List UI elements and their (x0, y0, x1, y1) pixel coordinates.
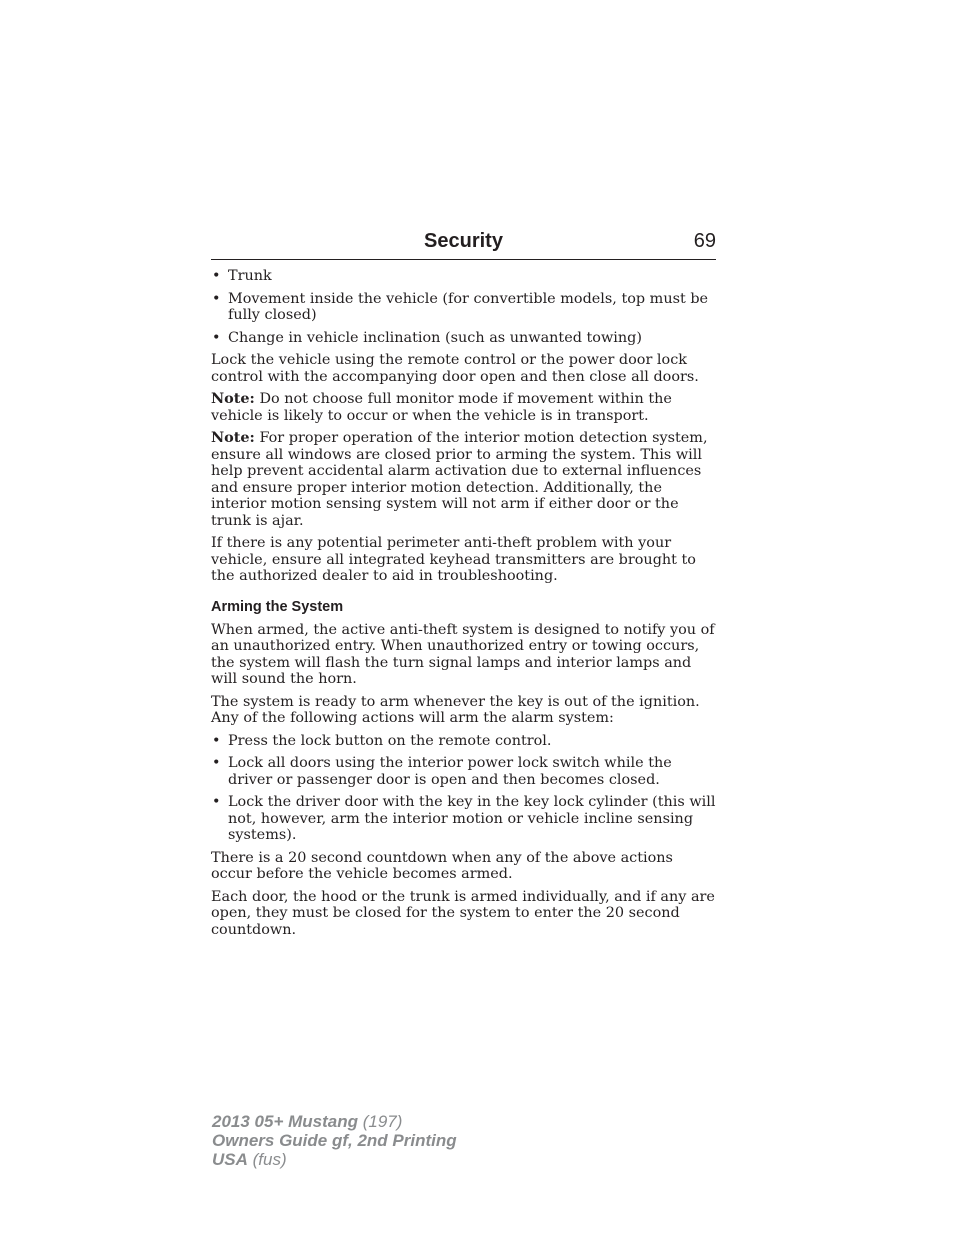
list-item: • Lock the driver door with the key in the key lock cylinder (this will not, however, arm the interior motion or vehicle incline sensing systems). (212, 794, 716, 843)
paragraph: Lock the vehicle using the remote control or the power door lock control with the accompanying door open and then close all doors. (211, 352, 699, 385)
list-item: • Movement inside the vehicle (for convertible models, top must be fully closed) (212, 290, 709, 323)
page-content (211, 268, 717, 944)
footer-line-model: 2013 05+ Mustang (197) (212, 1112, 403, 1131)
page-header (211, 229, 716, 260)
bullet-icon: • (212, 794, 221, 810)
list-item: • Trunk (212, 268, 272, 284)
bullet-icon: • (212, 268, 221, 284)
list-item: • Change in vehicle inclination (such as unwanted towing) (212, 329, 642, 346)
list-item: • Lock all doors using the interior power lock switch while the driver or passenger door is open and then becomes closed. (212, 755, 672, 788)
list-item: • Press the lock button on the remote control. (212, 732, 552, 749)
page-number: 69 (693, 230, 716, 252)
bullet-icon: • (212, 290, 221, 307)
section-heading: Arming the System (211, 598, 344, 615)
page-title: Security (424, 230, 503, 252)
bullet-list-arming (211, 733, 717, 844)
paragraph: When armed, the active anti-theft system is designed to notify you of an unauthorized entry. When unauthorized entry or towing occurs, the system will flash the turn signal lamps and interior lamps and will sound the horn. (211, 621, 715, 687)
paragraph: There is a 20 second countdown when any of the above actions occur before the vehicle becomes armed. (211, 849, 673, 882)
paragraph: The system is ready to arm whenever the key is out of the ignition. Any of the following actions will arm the alarm system: (211, 693, 700, 726)
bullet-icon: • (212, 329, 221, 346)
bullet-icon: • (212, 732, 221, 749)
footer-line-region: USA (fus) (212, 1150, 287, 1169)
paragraph: If there is any potential perimeter anti-theft problem with your vehicle, ensure all integrated keyhead transmitters are brought to the authorized dealer to aid in troubleshooting. (211, 535, 696, 584)
bullet-icon: • (212, 755, 221, 771)
note-label: Note: (211, 390, 255, 407)
note-paragraph: Note: Do not choose full monitor mode if movement within the vehicle is likely to occur or when the vehicle is in transport. (211, 390, 672, 424)
page-footer (212, 1112, 457, 1169)
note-paragraph: Note: For proper operation of the interior motion detection system, ensure all windows are closed prior to arming the system. This will help prevent accidental alarm activation due to external influences and ensure proper interior motion detection. Additionally, the interior motion sensing system will not arm if either door or the trunk is ajar. (211, 429, 708, 529)
bullet-list-triggers (211, 268, 717, 346)
paragraph: Each door, the hood or the trunk is armed individually, and if any are open, they must be closed for the system to enter the 20 second countdown. (211, 888, 715, 938)
footer-line-guide: Owners Guide gf, 2nd Printing (212, 1131, 457, 1150)
note-label: Note: (211, 429, 255, 446)
